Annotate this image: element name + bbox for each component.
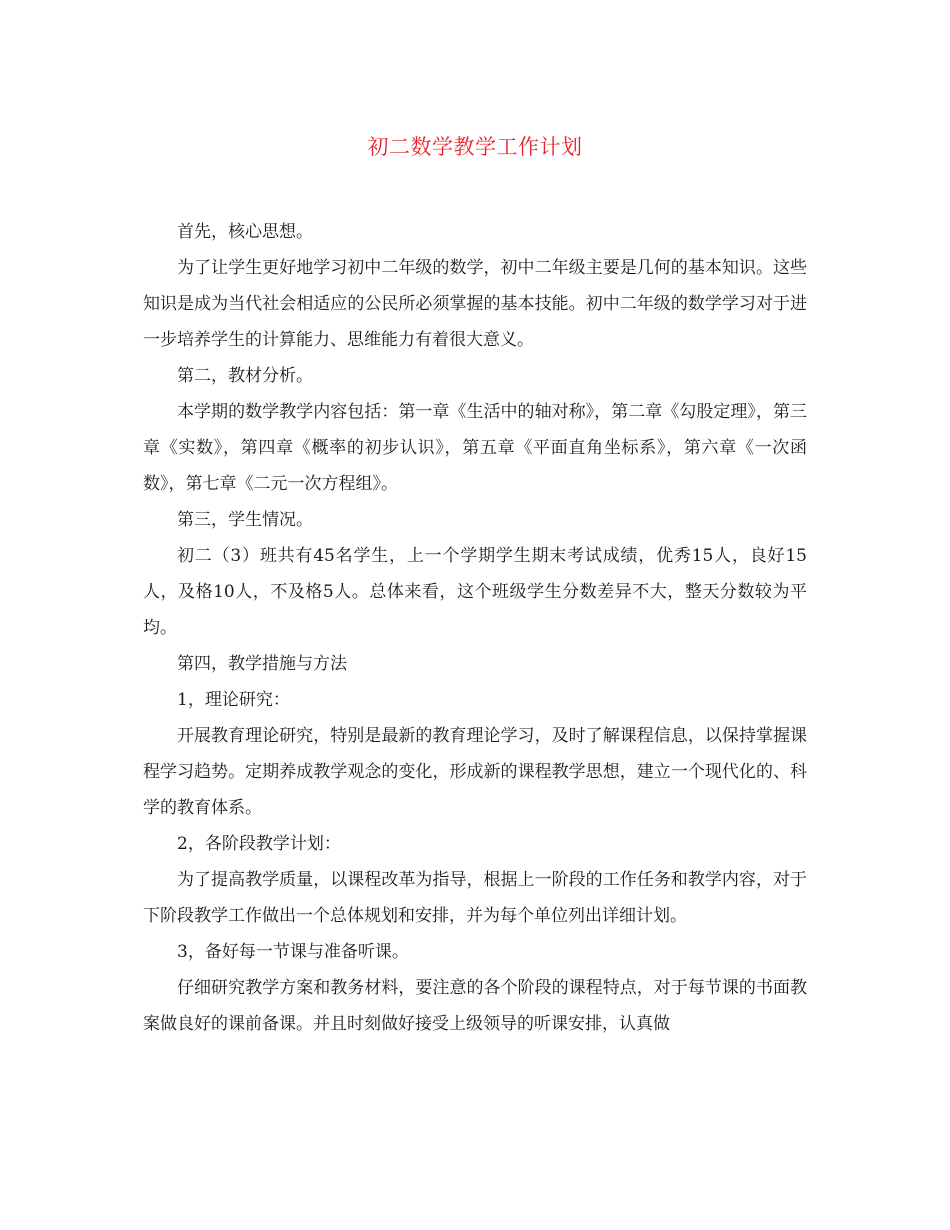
paragraph: 本学期的数学教学内容包括：第一章《生活中的轴对称》，第二章《勾股定理》，第三章《实数》，第四章《概率的初步认识》，第五章《平面直角坐标系》，第六章《一次函数》，第七章《二元一次方程组》。 (143, 402, 807, 494)
paragraph: 3，备好每一节课与准备听课。 (177, 942, 409, 962)
document-body (143, 214, 807, 1042)
paragraph: 第三，学生情况。 (177, 510, 313, 530)
paragraph: 2，各阶段教学计划： (177, 834, 341, 854)
paragraph: 为了让学生更好地学习初中二年级的数学，初中二年级主要是几何的基本知识。这些知识是成为当代社会相适应的公民所必须掌握的基本技能。初中二年级的数学学习对于进一步培养学生的计算能力、思维能力有着很大意义。 (143, 258, 807, 350)
paragraph: 首先，核心思想。 (177, 222, 313, 242)
paragraph: 仔细研究教学方案和教务材料，要注意的各个阶段的课程特点，对于每节课的书面教案做良好的课前备课。并且时刻做好接受上级领导的听课安排，认真做 (143, 978, 807, 1034)
paragraph: 第四，教学措施与方法 (177, 654, 347, 674)
paragraph: 第二，教材分析。 (177, 366, 313, 386)
paragraph: 开展教育理论研究，特别是最新的教育理论学习，及时了解课程信息，以保持掌握课程学习趋势。定期养成教学观念的变化，形成新的课程教学思想，建立一个现代化的、科学的教育体系。 (143, 726, 807, 818)
paragraph: 初二（3）班共有45名学生，上一个学期学生期末考试成绩，优秀15人，良好15人，及格10人，不及格5人。总体来看，这个班级学生分数差异不大，整天分数较为平均。 (143, 546, 807, 638)
paragraph: 为了提高教学质量，以课程改革为指导，根据上一阶段的工作任务和教学内容，对于下阶段教学工作做出一个总体规划和安排，并为每个单位列出详细计划。 (143, 870, 807, 926)
document-title: 初二数学教学工作计划 (367, 135, 583, 159)
paragraph: 1，理论研究： (177, 690, 290, 710)
